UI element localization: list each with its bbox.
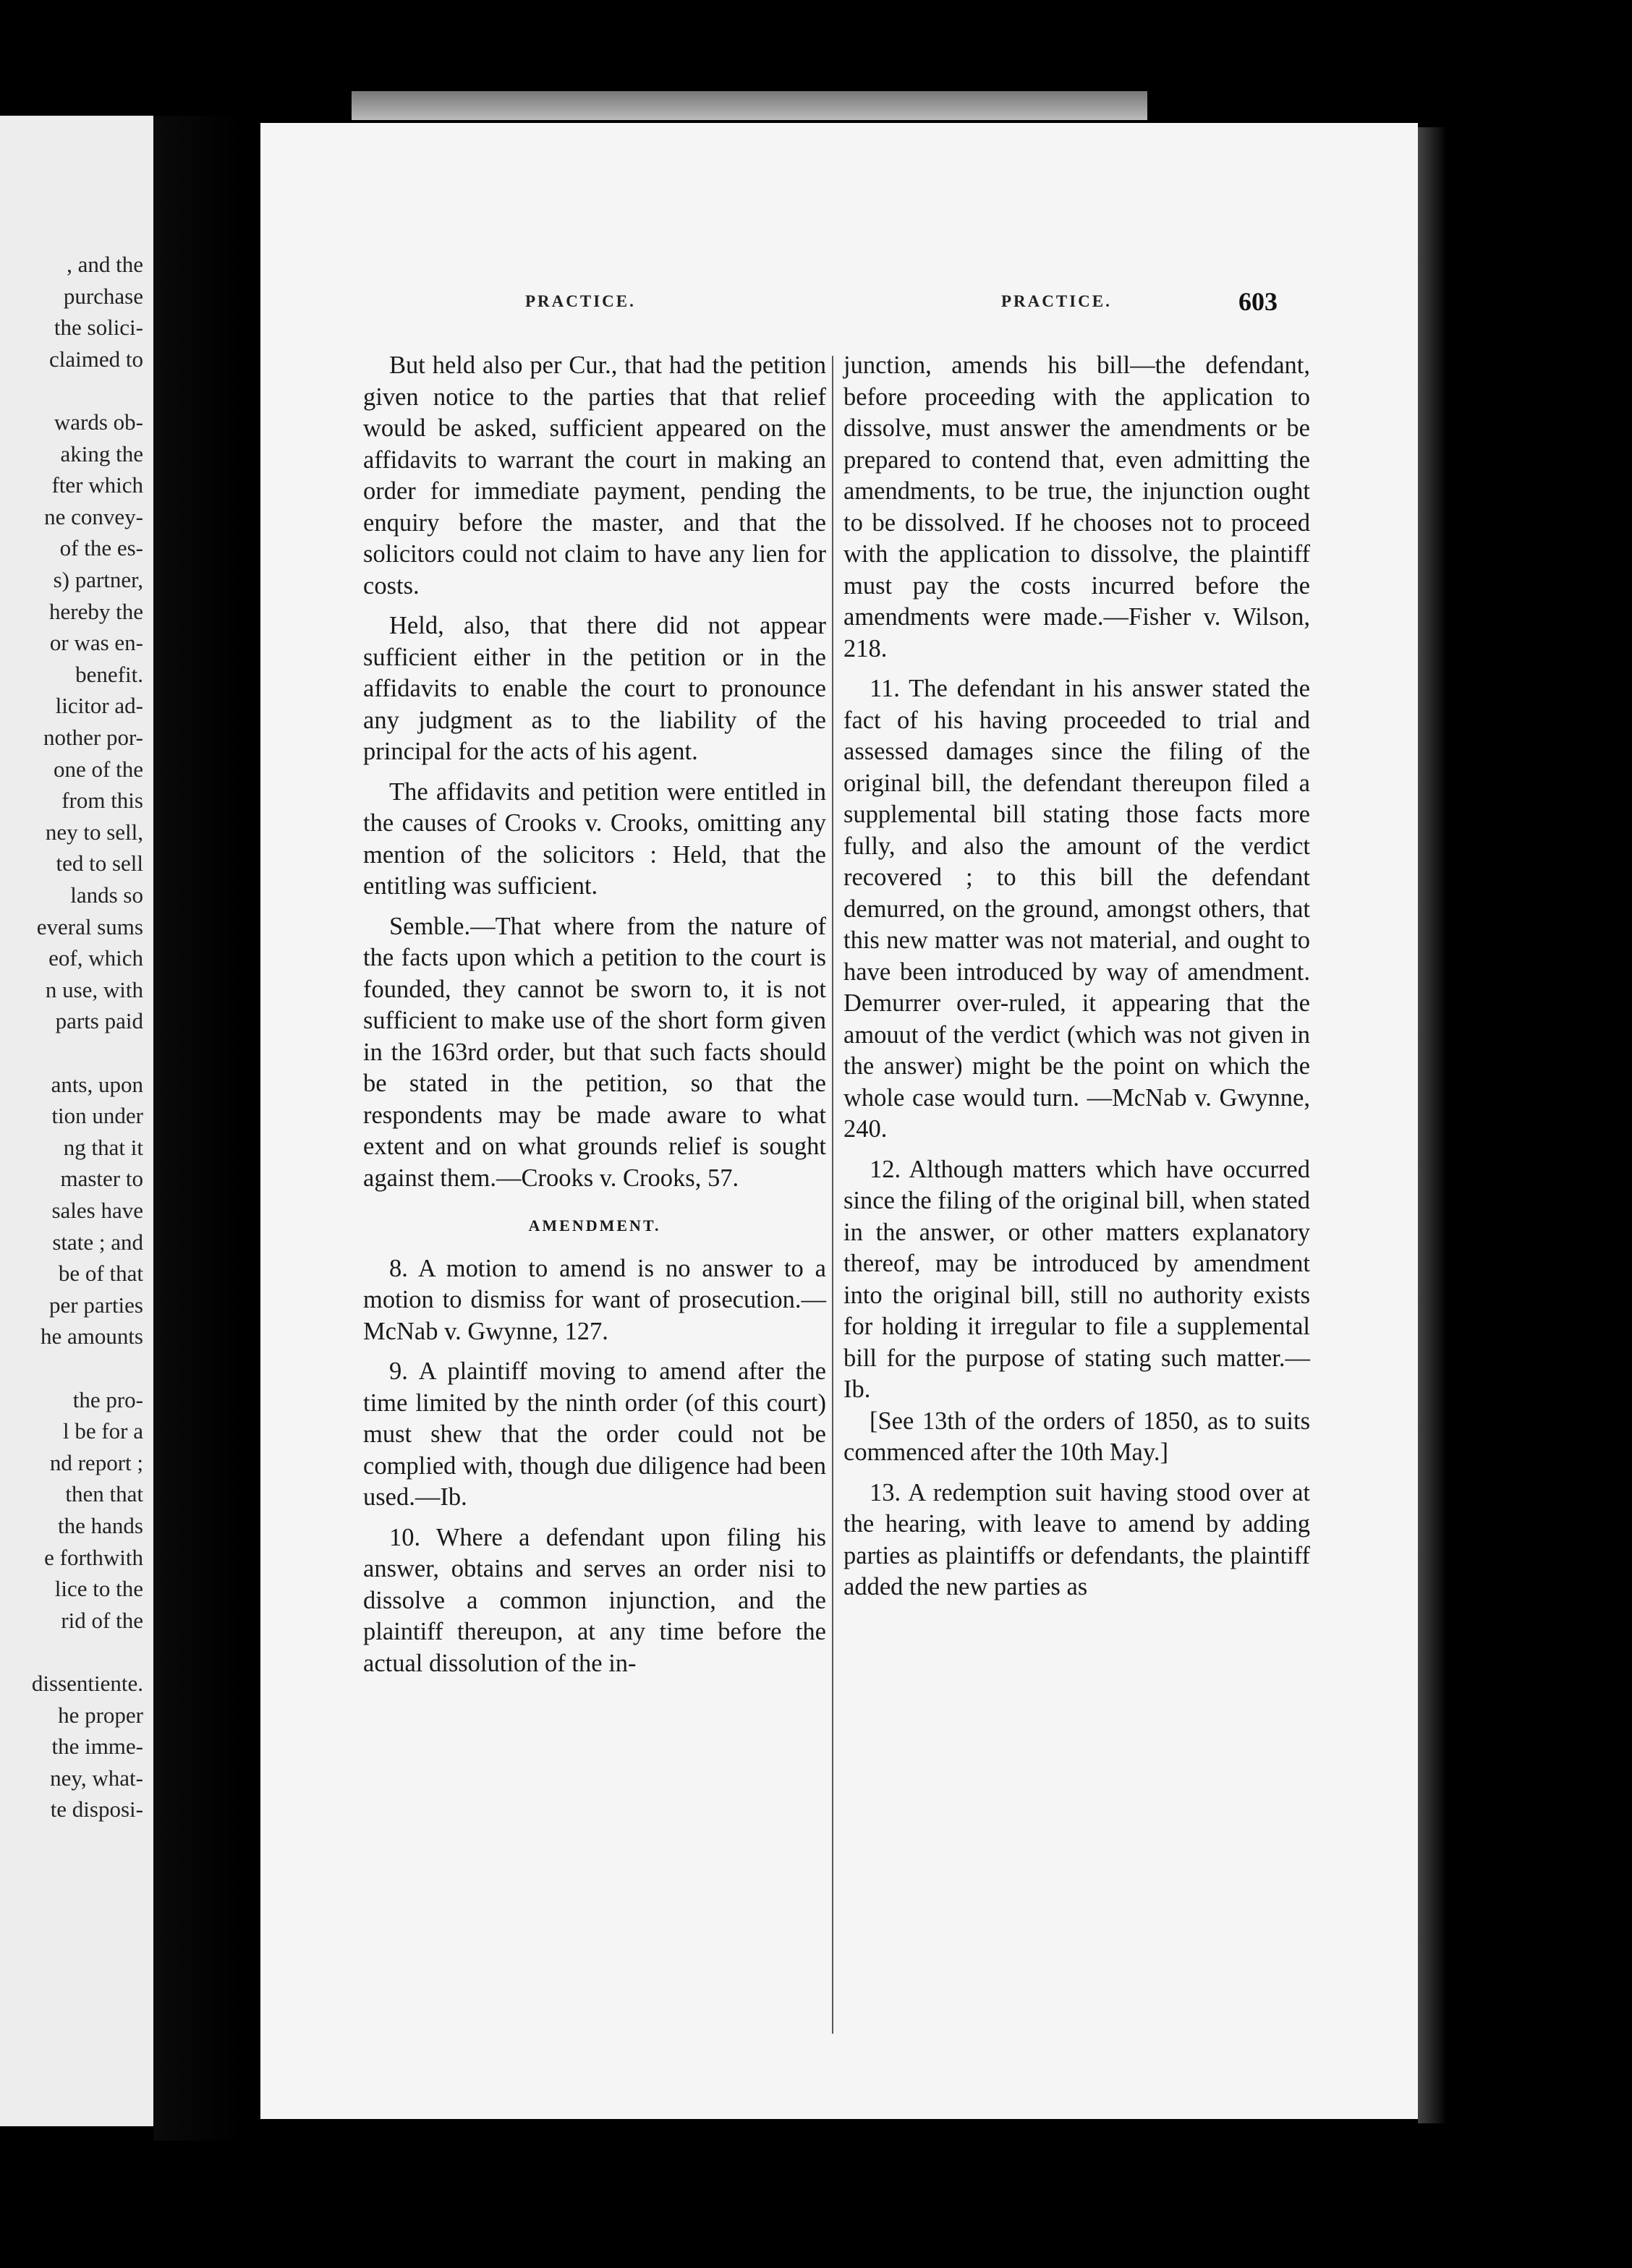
paragraph-13: 13. A redemption suit having stood over at the hearing, with leave to amend by adding parties as plaintiffs or defendants, the plaintiff added the new parties as xyxy=(843,1478,1310,1600)
facing-page-line: , and the xyxy=(67,252,143,277)
facing-page-line: te disposi- xyxy=(50,1796,143,1822)
facing-page-line: e forthwith xyxy=(44,1544,143,1570)
facing-page-line: fter which xyxy=(51,472,143,498)
facing-page-line: wards ob- xyxy=(54,409,143,435)
facing-page-line: claimed to xyxy=(49,346,143,372)
facing-page-line: everal sums xyxy=(36,913,143,939)
paragraph-10-continued: junction, amends his bill—the defendant, before proceeding with the application to dissolve, must answer the amendments or be prepared to contend that, even admitting the amendments, to be true, the injunction ought to be dissolved. If he chooses not to proceed with the application to dissolve, the plaintiff must pay the costs incurred before the amendments were made.—Fisher v. Wilson, 218. xyxy=(843,351,1310,662)
facing-page-line: per parties xyxy=(49,1292,143,1318)
facing-page-line: nd report ; xyxy=(49,1449,143,1475)
facing-page-line: then that xyxy=(65,1481,143,1507)
facing-page-line: he proper xyxy=(58,1702,143,1728)
running-head-left: PRACTICE. xyxy=(525,292,636,310)
facing-page-line: nother por- xyxy=(43,725,143,750)
column-divider xyxy=(832,356,833,2034)
paragraph-semble: Semble.—That where from the nature of the facts upon which a petition to the court is founded, they cannot be sworn to, it is not sufficient to make use of the short form given in the 163rd order, but that such facts should be stated in the petition, so that the respondents may be made aware to what extent and on what grounds relief is sought against them.—Crooks v. Crooks, 57. xyxy=(363,912,826,1192)
section-heading-amendment: AMENDMENT. xyxy=(528,1216,661,1235)
right-column xyxy=(843,350,1310,1603)
facing-page-line: master to xyxy=(60,1166,143,1192)
paragraph-12: 12. Although matters which have occurred since the filing of the original bill, when stated in the answer, or other matters explanatory thereof, may be introduced by amendment into the original bill, still no authority exists for holding it irregular to file a supplemental bill for the purpose of stating such matter.—Ib. xyxy=(843,1155,1310,1403)
paragraph-held-also: Held, also, that there did not appear sufficient either in the petition or in the affidavits to enable the court to pronounce any judgment as to the liability of the principal for the acts of his agent. xyxy=(363,612,826,765)
editorial-note: [See 13th of the orders of 1850, as to suits commenced after the 10th May.] xyxy=(843,1407,1310,1466)
facing-page-line: ants, upon xyxy=(51,1071,143,1097)
facing-page-line: he amounts xyxy=(40,1323,143,1350)
paragraph-affidavits: The affidavits and petition were entitled in the causes of Crooks v. Crooks, omitting any mention of the solicitors : Held, that the entitling was sufficient. xyxy=(363,777,826,900)
facing-page-line: one of the xyxy=(54,756,143,782)
facing-page-line: n use, with xyxy=(45,976,143,1002)
facing-page-line: the pro- xyxy=(72,1386,143,1412)
facing-page-line: l be for a xyxy=(62,1418,143,1444)
facing-page-line: lice to the xyxy=(54,1576,143,1602)
book-gutter xyxy=(153,116,240,2141)
facing-page-line: sales have xyxy=(51,1198,143,1223)
facing-page-line: benefit. xyxy=(75,661,143,687)
facing-page-line: aking the xyxy=(60,440,143,466)
left-column xyxy=(363,350,826,1679)
facing-page-line: purchase xyxy=(63,283,143,309)
facing-page-line: the imme- xyxy=(51,1734,143,1760)
facing-page-line: the hands xyxy=(58,1513,143,1538)
facing-page-line: from this xyxy=(61,788,143,814)
facing-page-fragment xyxy=(0,116,153,2126)
facing-page-line: tion under xyxy=(51,1103,143,1129)
facing-page-line: licitor ad- xyxy=(55,693,143,719)
facing-page-line: of the es- xyxy=(59,535,143,561)
paragraph-9: 9. A plaintiff moving to amend after the time limited by the ninth order (of this court) must shew that the order could not be complied with, though due diligence had been used.—Ib. xyxy=(363,1357,826,1511)
page-number: 603 xyxy=(1238,287,1278,316)
facing-page-line: ne convey- xyxy=(44,503,143,529)
facing-page-line: lands so xyxy=(70,882,143,908)
facing-page-line: ney to sell, xyxy=(45,819,143,845)
facing-page-line: be of that xyxy=(58,1261,143,1287)
paragraph-11: 11. The defendant in his answer stated the fact of his having proceeded to trial and assessed damages since the filing of the original bill, the defendant thereupon filed a supplemental bill stating those facts more fully, and also the amount of the verdict recovered ; to this bill the defendant demurred, on the ground, amongst others, that this new matter was not material, and ought to have been introduced by way of amendment. Demurrer over-ruled, it appearing that the amouut of the verdict (which was not given in the answer) might be the point on which the whole case would turn. —McNab v. Gwynne, 240. xyxy=(843,675,1310,1143)
facing-page-line: ted to sell xyxy=(56,850,143,877)
paragraph-10: 10. Where a defendant upon filing his answer, obtains and serves an order nisi to dissolve a common injunction, and the plaintiff thereupon, at any time before the actual dissolution of the in- xyxy=(363,1523,826,1677)
facing-page-line: hereby the xyxy=(49,598,143,624)
facing-page-line: parts paid xyxy=(55,1008,143,1034)
facing-page-line: eof, which xyxy=(48,945,143,971)
page-top-edge xyxy=(352,91,1147,120)
facing-page-line: state ; and xyxy=(52,1229,143,1255)
facing-page-line: rid of the xyxy=(61,1607,143,1633)
page-right-edge xyxy=(1418,127,1447,2123)
facing-page-line: ng that it xyxy=(63,1134,143,1160)
paragraph-8: 8. A motion to amend is no answer to a motion to dismiss for want of prosecution.—McNab v. Gwynne, 127. xyxy=(363,1254,826,1345)
facing-page-line: ney, what- xyxy=(50,1765,143,1791)
facing-page-line: the solici- xyxy=(54,315,143,341)
paragraph-held-per-cur: But held also per Cur., that had the petition given notice to the parties that that relief would be asked, sufficient appeared on the affidavits to warrant the court in making an order for immediate payment, pending the enquiry before the master, and that the solicitors could not claim to have any lien for costs. xyxy=(363,351,826,600)
facing-page-line: s) partner, xyxy=(53,567,143,592)
running-head-right: PRACTICE. xyxy=(1001,292,1112,310)
facing-page-line: or was en- xyxy=(49,630,143,656)
facing-page-line: dissentiente. xyxy=(31,1671,143,1696)
